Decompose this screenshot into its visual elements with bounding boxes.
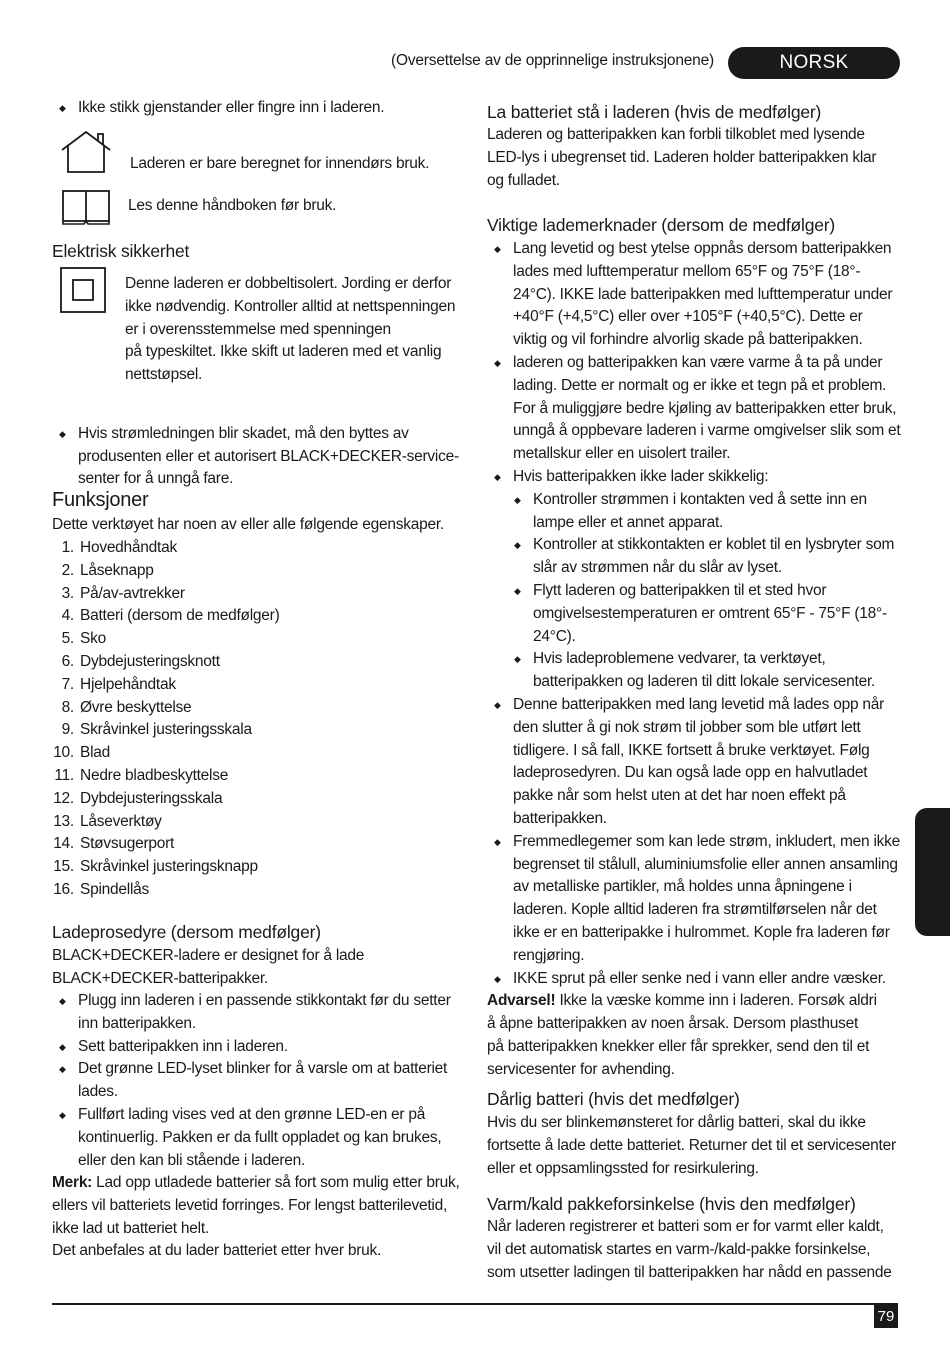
features-intro: Dette verktøyet har noen av eller alle følgende egenskaper. bbox=[52, 516, 444, 533]
list-number: 16. bbox=[53, 880, 74, 898]
text-line: begrenset til stålull, aluminiumsfolie eller annen ansamling bbox=[513, 855, 898, 873]
list-number: 4. bbox=[61, 607, 74, 625]
text-line: Ikke la væske komme inn i laderen. Forsøk aldri bbox=[555, 992, 877, 1010]
list-text: Spindellås bbox=[80, 880, 150, 898]
list-text: På/av-avtrekker bbox=[80, 584, 185, 602]
features-list bbox=[52, 537, 452, 902]
text-line: viktig og vil forhindre alvorlig skade på batteripakken. bbox=[513, 331, 863, 349]
text-line: 24°C). IKKE lade batteripakken med lufttemperatur under bbox=[513, 285, 893, 303]
text-line: ◆ Denne batteripakken med lang levetid må lades opp når bbox=[513, 695, 885, 713]
text-line: ikke lad ut batteriet helt. bbox=[52, 1219, 209, 1237]
bullet-item bbox=[52, 1104, 462, 1172]
list-number: 15. bbox=[53, 858, 74, 876]
list-text: Hjelpehåndtak bbox=[80, 675, 176, 693]
text-line: ikke er en batteripakke i hulrommet. Kople fra laderen før bbox=[513, 923, 890, 941]
features-heading: Funksjoner bbox=[52, 489, 149, 511]
text-line: senter for å unngå fare. bbox=[78, 470, 234, 488]
text-line: BLACK+DECKER-ladere er designet for å lade bbox=[52, 947, 365, 964]
list-text: Hovedhåndtak bbox=[80, 539, 177, 556]
list-number: 11. bbox=[54, 766, 74, 784]
list-item bbox=[52, 742, 452, 765]
footer-rule bbox=[52, 1303, 898, 1305]
bullet-item bbox=[487, 694, 907, 831]
warning-label: Advarsel! bbox=[487, 992, 556, 1010]
text-line: batteripakken. bbox=[513, 809, 607, 827]
charging-note bbox=[52, 1172, 462, 1263]
list-text: Låseknapp bbox=[80, 561, 154, 579]
text-line: rengjøring. bbox=[513, 946, 585, 964]
list-item bbox=[52, 697, 452, 720]
list-text: Låseverktøy bbox=[80, 812, 162, 830]
text-line: Det anbefales at du lader batteriet etter hver bruk. bbox=[52, 1242, 382, 1260]
text-line: ikke nødvendig. Kontroller alltid at nettspenningen bbox=[125, 297, 456, 315]
bad-battery-heading: Dårlig batteri (hvis det medfølger) bbox=[487, 1089, 740, 1109]
list-item bbox=[52, 537, 452, 560]
text-line: tidligere. I så fall, IKKE fortsett å bruke verktøyet. Følg bbox=[513, 741, 870, 759]
list-item bbox=[52, 856, 452, 879]
list-item bbox=[52, 674, 452, 697]
text-line: omgivelsestemperaturen er omtrent 65°F - 75°F (18°- bbox=[533, 604, 887, 622]
charging-notes-heading: Viktige lademerknader (dersom de medfølger) bbox=[487, 215, 836, 235]
text-line: Lad opp utladede batterier så fort som mulig etter bruk, bbox=[92, 1174, 460, 1191]
text-line bbox=[52, 1172, 462, 1195]
text-line: lading. Dette er normalt og er ikke et tegn på et problem. bbox=[513, 376, 887, 394]
text-line: ◆ IKKE sprut på eller senke ned i vann eller andre væsker. bbox=[513, 969, 886, 987]
list-item bbox=[52, 879, 452, 902]
text-line: og fulladet. bbox=[487, 171, 560, 189]
text-line: ◆ Plugg inn laderen i en passende stikkontakt før du setter bbox=[78, 992, 451, 1009]
language-badge: NORSK bbox=[728, 47, 900, 79]
text-line: ◆ Det grønne LED-lyset blinker for å varsle om at batteriet bbox=[78, 1060, 448, 1078]
warning-paragraph bbox=[487, 990, 907, 1081]
text-line: 24°C). bbox=[533, 627, 576, 645]
list-item bbox=[52, 765, 452, 788]
list-item bbox=[52, 651, 452, 674]
text-line: eller den kan bli stående i laderen. bbox=[78, 1151, 306, 1169]
sub-bullet-item bbox=[487, 648, 907, 694]
text-line: er i overensstemmelse med spenningen bbox=[125, 320, 391, 338]
text-line: pakke når som helst uten at det har noen effekt på bbox=[513, 787, 846, 805]
list-text: Sko bbox=[80, 630, 106, 648]
text-line: servicesenter for avhending. bbox=[487, 1060, 675, 1078]
text-line: fortsette å lade dette batteriet. Returner det til et servicesenter bbox=[487, 1136, 896, 1154]
list-number: 6. bbox=[61, 652, 74, 670]
text-line: kontinuerlig. Pakken er da fullt oppladet og kan brukes, bbox=[78, 1128, 442, 1146]
text-line: ◆ Kontroller at stikkontakten er koblet til en lysbryter som bbox=[533, 536, 895, 554]
sub-bullet-item bbox=[487, 489, 907, 535]
electrical-safety-heading: Elektrisk sikkerhet bbox=[52, 241, 190, 261]
list-item bbox=[52, 628, 452, 651]
text-line bbox=[487, 990, 907, 1013]
bullet-item bbox=[487, 352, 907, 466]
list-text: Nedre bladbeskyttelse bbox=[80, 766, 229, 784]
text-line: som utsetter ladingen til batteripakken har nådd en passende bbox=[487, 1263, 892, 1281]
text-line: av metalliske partikler, må holdes unna åpningene i bbox=[513, 878, 852, 896]
text-line: metallskur eller en uisolert trailer. bbox=[513, 445, 731, 463]
text-line: Når laderen registrerer et batteri som er for varmt eller kaldt, bbox=[487, 1218, 884, 1235]
text-line: ◆ laderen og batteripakken kan være varme å ta på under bbox=[513, 353, 883, 371]
translation-note: (Oversettelse av de opprinnelige instruksjonene) bbox=[391, 52, 714, 69]
hot-cold-delay-heading: Varm/kald pakkeforsinkelse (hvis den medfølger) bbox=[487, 1194, 856, 1214]
list-number: 13. bbox=[53, 812, 74, 830]
text-line: nettstøpsel. bbox=[125, 366, 203, 384]
left-column bbox=[52, 0, 460, 1260]
text-line: inn batteripakken. bbox=[78, 1014, 196, 1032]
text-line: ◆ Hvis strømledningen blir skadet, må den byttes av bbox=[78, 424, 409, 442]
list-number: 14. bbox=[53, 835, 74, 853]
bullet-item bbox=[487, 238, 907, 352]
text-line: batteripakken og laderen til ditt lokale servicesenter. bbox=[533, 673, 876, 691]
list-item bbox=[52, 605, 452, 628]
charging-heading: Ladeprosedyre (dersom medfølger) bbox=[52, 922, 321, 942]
list-number: 2. bbox=[61, 561, 74, 579]
text-line: slår av strømmen når du slår av lyset. bbox=[533, 559, 782, 577]
text-line: laderen. Kople alltid laderen fra strømtilførselen når det bbox=[513, 901, 877, 919]
bullet-item bbox=[52, 1036, 462, 1059]
list-number: 5. bbox=[61, 630, 74, 648]
text-line: Hvis du ser blinkemønsteret for dårlig batteri, skal du ikke bbox=[487, 1114, 866, 1131]
text-line: +40°F (+4,5°C) eller over +105°F (+40,5°C). Dette er bbox=[513, 308, 863, 326]
list-item bbox=[52, 811, 452, 834]
list-number: 12. bbox=[53, 789, 74, 807]
text-line: å åpne batteripakken av noen årsak. Dersom plasthuset bbox=[487, 1015, 859, 1033]
list-number: 3. bbox=[61, 584, 74, 602]
text-line: ◆ Fremmedlegemer som kan lede strøm, inkludert, men ikke bbox=[513, 832, 901, 850]
note-label: Merk: bbox=[52, 1174, 93, 1191]
list-number: 10. bbox=[53, 744, 74, 762]
text-line: unngå å oppbevare laderen i varme omgivelser slik som et bbox=[513, 422, 901, 440]
text-line: lades. bbox=[78, 1083, 118, 1101]
list-text: Batteri (dersom de medfølger) bbox=[80, 607, 280, 625]
text-line: lampe eller et annet apparat. bbox=[533, 513, 724, 531]
bullet-item bbox=[487, 466, 907, 489]
list-number: 8. bbox=[61, 698, 74, 716]
list-number: 7. bbox=[61, 675, 74, 693]
text-line: på typeskiltet. Ikke skift ut laderen med et vanlig bbox=[125, 343, 442, 361]
charging-notes-list bbox=[487, 238, 907, 1081]
text-line: Laderen og batteripakken kan forbli tilkoblet med lysende bbox=[487, 126, 865, 143]
text-line: ◆ Sett batteripakken inn i laderen. bbox=[78, 1037, 288, 1055]
text-line: den slutter å gi nok strøm til jobber som ble utført lett bbox=[513, 718, 861, 736]
list-item bbox=[52, 788, 452, 811]
text-line: ◆ Hvis batteripakken ikke lader skikkelig: bbox=[513, 467, 769, 485]
bullet-item bbox=[52, 1058, 462, 1104]
hot-cold-delay-text bbox=[487, 1216, 892, 1284]
list-text: Øvre beskyttelse bbox=[80, 698, 192, 716]
text-line: ◆ Lang levetid og best ytelse oppnås dersom batteripakken bbox=[513, 240, 892, 257]
page-number: 79 bbox=[874, 1305, 898, 1328]
text-line: For å muliggjøre bedre kjøling av batteripakken etter bruk, bbox=[513, 399, 897, 417]
intro-bullet: ◆ Ikke stikk gjenstander eller fingre inn i laderen. bbox=[52, 97, 460, 120]
text-line: ◆ Kontroller strømmen i kontakten ved å sette inn en bbox=[533, 490, 867, 508]
text-line: BLACK+DECKER-batteripakker. bbox=[52, 969, 268, 987]
text-line: LED-lys i ubegrenset tid. Laderen holder batteripakken klar bbox=[487, 148, 877, 166]
leave-in-charger-heading: La batteriet stå i laderen (hvis de medfølger) bbox=[487, 102, 822, 122]
section-tab bbox=[915, 808, 950, 936]
charging-bullets bbox=[52, 990, 462, 1172]
leave-in-charger-text bbox=[487, 124, 876, 192]
text-line: på batteripakken knekker eller får sprekker, send den til et bbox=[487, 1037, 870, 1055]
list-text: Skråvinkel justeringsknapp bbox=[80, 858, 258, 876]
house-icon bbox=[60, 130, 112, 174]
list-text: Skråvinkel justeringsskala bbox=[80, 721, 252, 739]
double-insulation-icon bbox=[60, 267, 106, 313]
text-line: ladeprosedyren. Du kan også lade opp en halvutladet bbox=[513, 764, 868, 782]
bullet-item bbox=[52, 990, 462, 1036]
read-manual-text: Les denne håndboken før bruk. bbox=[128, 197, 337, 214]
text-line: produsenten eller et autorisert BLACK+DECKER-service- bbox=[78, 447, 459, 465]
list-text: Støvsugerport bbox=[80, 835, 175, 853]
cord-damage-bullet bbox=[52, 423, 460, 491]
text-line: ◆ Flytt laderen og batteripakken til et sted hvor bbox=[533, 581, 827, 599]
text-line: Denne laderen er dobbeltisolert. Jording er derfor bbox=[125, 275, 452, 292]
bad-battery-text bbox=[487, 1112, 896, 1180]
text-line: eller et oppsamlingssted for resirkulering. bbox=[487, 1159, 759, 1177]
list-text: Dybdejusteringsskala bbox=[80, 789, 223, 807]
bullet-item bbox=[487, 968, 907, 991]
list-item bbox=[52, 833, 452, 856]
list-number: 1. bbox=[61, 539, 74, 556]
text-line: ◆ Fullført lading vises ved at den grønne LED-en er på bbox=[78, 1105, 426, 1123]
list-item bbox=[52, 560, 452, 583]
list-item bbox=[52, 719, 452, 742]
text-line: vil det automatisk startes en varm-/kald-pakke forsinkelse, bbox=[487, 1240, 871, 1258]
text-line: ellers vil batteriets levetid forringes. For lengst batterilevetid, bbox=[52, 1196, 448, 1214]
list-item bbox=[52, 583, 452, 606]
text-line: ◆ Hvis ladeproblemene vedvarer, ta verktøyet, bbox=[533, 650, 826, 668]
bullet-item bbox=[487, 831, 907, 968]
manual-book-icon bbox=[62, 190, 110, 226]
list-number: 9. bbox=[61, 721, 74, 739]
text-line: lades med lufttemperatur mellom 65°F og 75°F (18°- bbox=[513, 262, 861, 280]
charging-intro bbox=[52, 945, 364, 991]
list-text: Blad bbox=[80, 744, 111, 762]
sub-bullet-item bbox=[487, 534, 907, 580]
sub-bullet-item bbox=[487, 580, 907, 648]
list-text: Dybdejusteringsknott bbox=[80, 652, 220, 670]
electrical-safety-text bbox=[125, 273, 465, 387]
indoor-use-text: Laderen er bare beregnet for innendørs bruk. bbox=[130, 155, 430, 172]
